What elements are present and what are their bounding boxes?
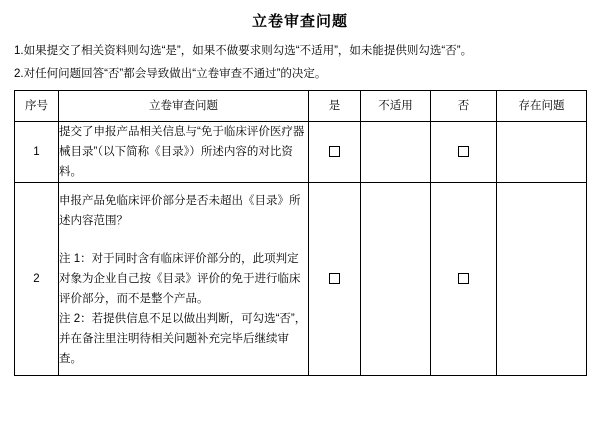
paragraph-spacer bbox=[59, 231, 308, 249]
page-title: 立卷审查问题 bbox=[251, 13, 348, 30]
row-question bbox=[59, 183, 309, 376]
checkbox-cell-no[interactable] bbox=[431, 122, 497, 183]
instruction-line-1: 1.如果提交了相关资料则勾选“是”，如果不做要求则勾选“不适用”，如未能提供则勾选“否”。 bbox=[14, 45, 473, 57]
checkbox-cell-yes[interactable] bbox=[309, 183, 361, 376]
checkbox-yes-icon[interactable] bbox=[329, 146, 340, 157]
question-paragraph: 提交了申报产品相关信息与“免于临床评价医疗器械目录”（以下简称《目录》）所述内容的对比资料。 bbox=[59, 126, 305, 178]
row-number: 2 bbox=[15, 183, 59, 376]
issue-cell[interactable] bbox=[497, 122, 587, 183]
row-question bbox=[59, 122, 309, 183]
checkbox-yes-icon[interactable] bbox=[329, 273, 340, 284]
checkbox-no-icon[interactable] bbox=[458, 146, 469, 157]
checkbox-cell-na[interactable] bbox=[361, 183, 431, 376]
checkbox-cell-no[interactable] bbox=[431, 183, 497, 376]
question-note-1: 注 1：对于同时含有临床评价部分的，此项判定对象为企业自己按《目录》评价的免于进行临床评价部分，而不是整个产品。 bbox=[59, 253, 301, 305]
review-table bbox=[14, 90, 587, 376]
checkbox-cell-na[interactable] bbox=[361, 122, 431, 183]
question-note-2: 注 2：若提供信息不足以做出判断，可勾选“否”，并在备注里注明待相关问题补充完毕后继续审查。 bbox=[59, 313, 307, 365]
column-header-no-option: 否 bbox=[431, 91, 497, 122]
table-header-row bbox=[15, 91, 587, 122]
column-header-yes: 是 bbox=[309, 91, 361, 122]
question-paragraph: 申报产品免临床评价部分是否未超出《目录》所述内容范围？ bbox=[59, 195, 301, 227]
checkbox-cell-yes[interactable] bbox=[309, 122, 361, 183]
row-number: 1 bbox=[15, 122, 59, 183]
column-header-na: 不适用 bbox=[361, 91, 431, 122]
instruction-line-2: 2.对任何问题回答“否”都会导致做出“立卷审查不通过”的决定。 bbox=[14, 68, 327, 80]
issue-cell[interactable] bbox=[497, 183, 587, 376]
table-row bbox=[15, 183, 587, 376]
table-row bbox=[15, 122, 587, 183]
column-header-question: 立卷审查问题 bbox=[59, 91, 309, 122]
checkbox-no-icon[interactable] bbox=[458, 273, 469, 284]
column-header-no: 序号 bbox=[15, 91, 59, 122]
column-header-issue: 存在问题 bbox=[497, 91, 587, 122]
